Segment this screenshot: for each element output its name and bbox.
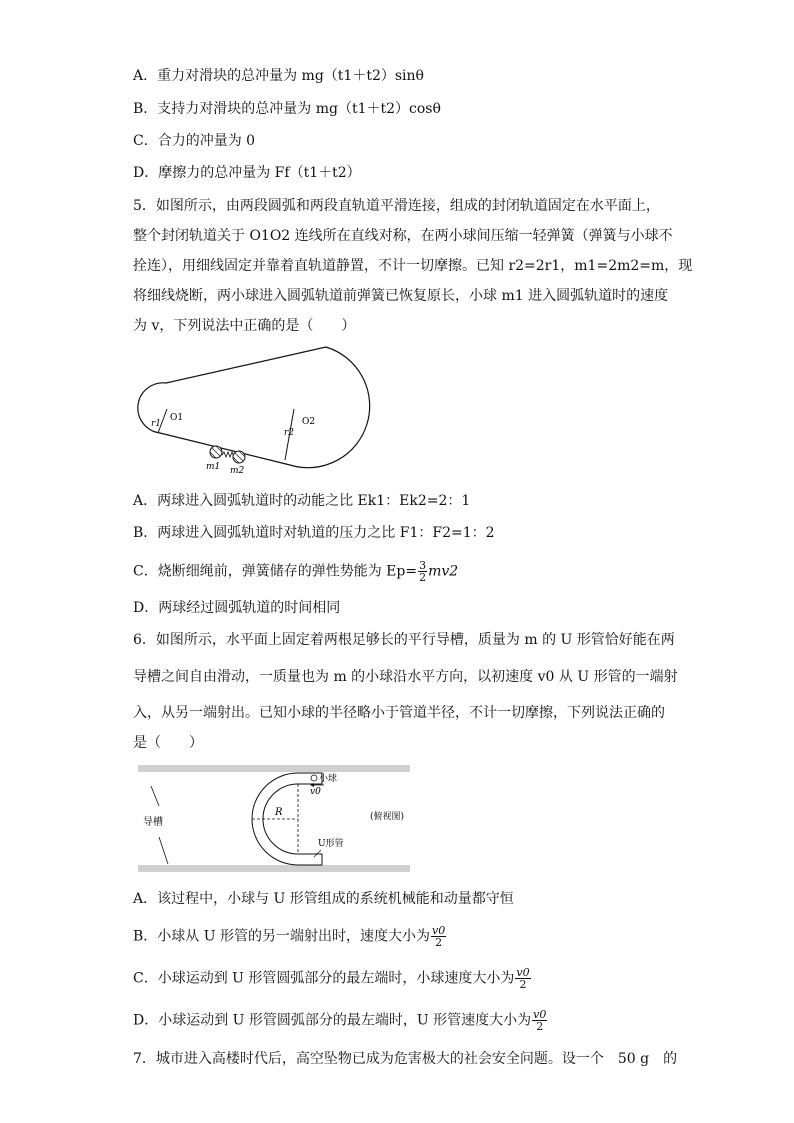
q5-option-d: D．两球经过圆弧轨道的时间相同 <box>133 600 341 616</box>
label-m2: m2 <box>230 466 245 476</box>
q6-option-b-text: B．小球从 U 形管的另一端射出时，速度大小为 <box>133 928 430 945</box>
label-v0: v0 <box>310 787 321 797</box>
small-ball <box>311 775 317 781</box>
q6-option-d <box>133 1009 548 1032</box>
label-m1: m1 <box>206 462 221 472</box>
q5-stem-line-2: 整个封闭轨道关于 O1O2 连线所在直线对称，在两小球间压缩一轻弹簧（弹簧与小球不 <box>133 228 673 244</box>
q6-option-b-fraction: $\frac{v0}{2}$ <box>432 924 446 949</box>
q5-option-c <box>133 560 458 583</box>
q5-stem-line-3: 拴连），用细线固定并靠着直轨道静置，不计一切摩擦。已知 r2=2r1，m1=2m2=m，现 <box>133 258 693 274</box>
q6-stem-line-2: 导槽之间自由滑动，一质量也为 m 的小球沿水平方向，以初速度 v0 从 U 形管的一端射 <box>133 669 678 685</box>
q4-option-b: B．支持力对滑块的总冲量为 mg（t1＋t2）cosθ <box>133 101 441 117</box>
closed-track-outline <box>138 347 370 468</box>
q5-stem-line-4: 将细线烧断，两小球进入圆弧轨道前弹簧已恢复原长，小球 m1 进入圆弧轨道时的速度 <box>133 288 669 304</box>
q5-track-figure <box>130 340 390 480</box>
upper-groove <box>138 765 410 772</box>
q4-option-d: D．摩擦力的总冲量为 Ff（t1＋t2） <box>133 165 361 181</box>
label-ball: 小球 <box>319 774 338 784</box>
label-topview: (俯视图) <box>370 812 405 822</box>
q6-utube-figure <box>138 762 418 876</box>
label-utube: U形管 <box>318 839 344 849</box>
label-o1: O1 <box>170 413 184 423</box>
q5-stem-line-5: 为 v，下列说法中正确的是（ ） <box>133 318 356 334</box>
q5-stem-line-1: 5．如图所示，由两段圆弧和两段直轨道平滑连接，组成的封闭轨道固定在水平面上， <box>133 198 660 214</box>
q7-stem-line-1: 7．城市进入高楼时代后，高空坠物已成为危害极大的社会安全问题。设一个 50 g 的 <box>133 1051 678 1067</box>
q6-stem-line-3: 入，从另一端射出。已知小球的半径略小于管道半径，不计一切摩擦，下列说法正确的 <box>133 705 665 721</box>
q6-option-a: A．该过程中，小球与 U 形管组成的系统机械能和动量都守恒 <box>133 891 514 907</box>
compressed-spring <box>222 452 234 457</box>
label-o2: O2 <box>302 417 316 427</box>
label-groove: 导槽 <box>143 817 163 828</box>
q6-option-c-text: C．小球运动到 U 形管圆弧部分的最左端时，小球速度大小为 <box>133 970 515 987</box>
q4-option-c: C．合力的冲量为 0 <box>133 133 256 149</box>
q6-stem-line-4: 是（ ） <box>133 735 203 751</box>
q6-option-d-fraction: $\frac{v0}{2}$ <box>533 1008 547 1033</box>
q5-option-a: A．两球进入圆弧轨道时的动能之比 Ek1：Ek2=2：1 <box>133 493 471 509</box>
q5-option-b: B．两球进入圆弧轨道时对轨道的压力之比 F1：F2=1：2 <box>133 525 495 541</box>
label-r2: r2 <box>284 428 295 438</box>
q6-stem-line-1: 6．如图所示，水平面上固定着两根足够长的平行导槽，质量为 m 的 U 形管恰好能在两 <box>133 632 675 648</box>
q6-option-c-fraction: $\frac{v0}{2}$ <box>516 966 530 991</box>
lower-groove <box>138 865 410 872</box>
q5-option-c-text: C．烧断细绳前，弹簧储存的弹性势能为 Ep= <box>133 563 418 580</box>
q4-option-a: A．重力对滑块的总冲量为 mg（t1＋t2）sinθ <box>133 68 424 84</box>
q6-option-b <box>133 925 447 948</box>
q6-option-d-text: D．小球运动到 U 形管圆弧部分的最左端时，U 形管速度大小为 <box>133 1012 532 1029</box>
label-r1: r1 <box>151 419 162 429</box>
q5-option-c-suffix: mv2 <box>428 563 459 580</box>
q5-option-c-fraction: $\frac{3}{2}$ <box>419 559 427 584</box>
q6-option-c <box>133 967 532 990</box>
label-r: R <box>275 807 283 818</box>
